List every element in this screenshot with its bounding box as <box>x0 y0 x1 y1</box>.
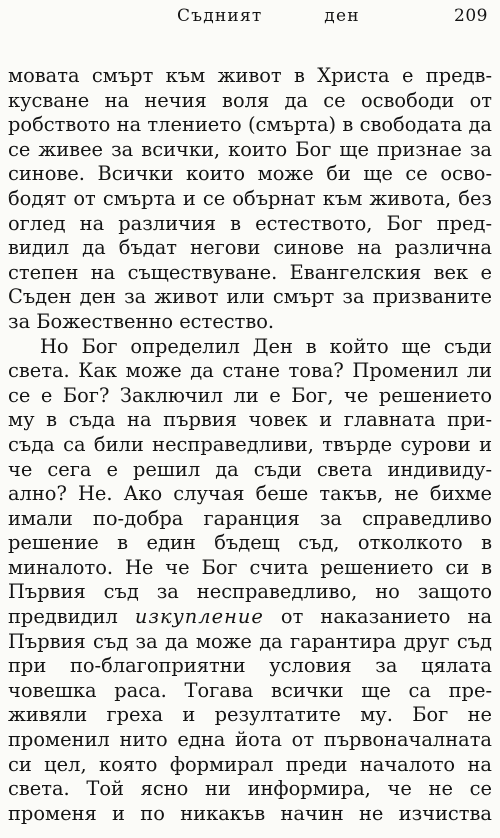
text-line: си цел, която формирал преди началото на <box>8 752 492 776</box>
text-line: при по-благоприятни условия за цялата <box>8 654 492 678</box>
text-line: имали по-добра гаранция за справедливо <box>8 506 492 530</box>
emphasized-word: изкупление <box>134 605 264 629</box>
text-line: променил нито една йота от първоначалната <box>8 728 492 752</box>
text-line: Съден ден за живот или смърт за призваните <box>8 285 492 309</box>
text-line: света. Как може да стане това? Променил ли <box>8 359 492 383</box>
text-line: видил да бъдат негови синове на различна <box>8 236 492 260</box>
text-line: Но Бог определил Ден в който ще съди <box>40 334 492 358</box>
text-line: Първия съд за да може да гарантира друг съд <box>8 629 492 653</box>
text-line: съда са били несправедливи, твърде сурови и <box>8 432 492 456</box>
text-line: че сега е решил да съди света индивиду- <box>8 457 492 481</box>
text-line: му в съда на първия човек и главната при- <box>8 408 492 432</box>
text-line: човешка раса. Тогава всички ще са пре- <box>8 678 492 702</box>
paragraph <box>8 335 492 827</box>
text-line: робството на тлението (смърта) в свободата да <box>8 113 492 137</box>
text-line <box>8 605 492 630</box>
text-segment: предвидил <box>8 605 135 629</box>
text-line: степен на съществуване. Евангелския век е <box>8 260 492 284</box>
body-text <box>8 64 492 826</box>
text-line: се живее за всички, които Бог ще признае за <box>8 137 492 161</box>
text-line: решение в един бъдещ съд, отколкото в <box>8 531 492 555</box>
running-title: Съдният ден <box>177 6 360 26</box>
running-header <box>0 6 500 30</box>
text-line: бодят от смърта и се обърнат към живота, без <box>8 186 492 210</box>
text-line: мовата смърт към живот в Христа е предв- <box>8 64 492 87</box>
text-line: живяли греха и резултатите му. Бог не <box>8 703 492 727</box>
text-segment: от наказанието на <box>263 605 493 629</box>
text-line: оглед на различия в естеството, Бог пред- <box>8 211 492 235</box>
text-line: ално? Не. Ако случая беше такъв, не бихме <box>8 482 492 506</box>
text-line: синове. Всички които може би ще се осво- <box>8 162 492 186</box>
text-line: се е Бог? Заключил ли е Бог, че решението <box>8 383 492 407</box>
text-line: миналото. Не че Бог счита решението си в <box>8 555 492 579</box>
text-line: кусване на нечия воля да се освободи от <box>8 88 492 112</box>
text-line: света. Той ясно ни информира, че не се <box>8 777 492 801</box>
paragraph <box>8 64 492 335</box>
text-line: променя и по никакъв начин не изчиства <box>8 801 492 825</box>
text-line: Първия съд за несправедливо, но защото <box>8 580 492 604</box>
page-number: 209 <box>454 6 488 26</box>
text-line: за Божественно естество. <box>8 309 275 333</box>
